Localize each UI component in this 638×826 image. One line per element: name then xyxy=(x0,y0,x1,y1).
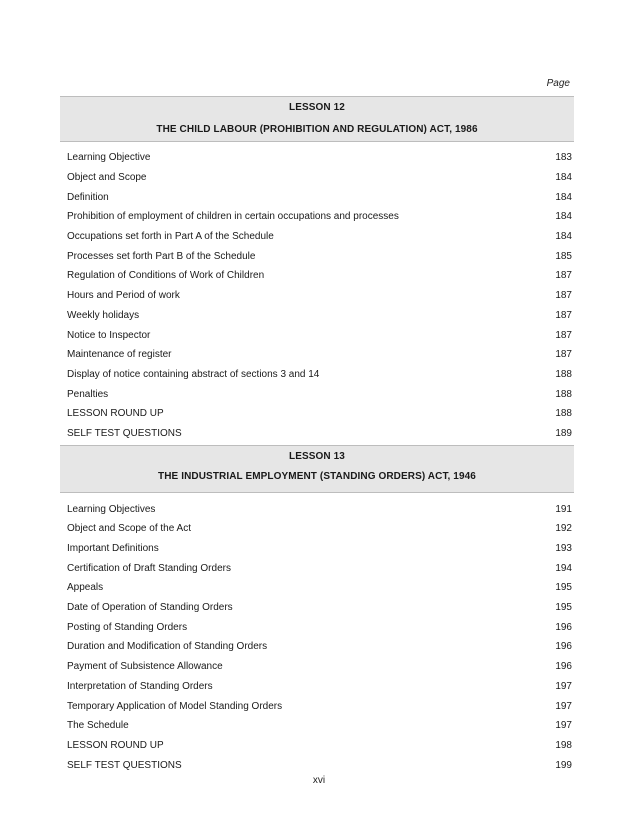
toc-entry[interactable] xyxy=(60,384,574,404)
toc-entry-page-number: 184 xyxy=(555,191,572,203)
toc-entry-title: Learning Objectives xyxy=(67,503,156,515)
toc-entry-title: Weekly holidays xyxy=(67,309,140,321)
toc-entry-page-number: 187 xyxy=(555,349,572,361)
toc-entry-title: Appeals xyxy=(67,582,104,594)
toc-entry-title: Definition xyxy=(67,191,109,203)
footer-page-number: xvi xyxy=(312,775,326,786)
toc-entry[interactable] xyxy=(60,519,574,539)
toc-entry[interactable] xyxy=(60,148,574,168)
toc-entry-page-number: 188 xyxy=(555,408,572,420)
toc-entry-page-number: 196 xyxy=(555,641,572,653)
toc-entry-page-number: 192 xyxy=(555,523,572,535)
toc-entry-page-number: 185 xyxy=(555,250,572,262)
toc-entry-page-number: 183 xyxy=(555,152,572,164)
toc-entry-title: Display of notice containing abstract of sections 3 and 14 xyxy=(67,368,320,380)
toc-entry-page-number: 194 xyxy=(555,562,572,574)
toc-entry[interactable] xyxy=(60,424,574,444)
toc-entry-page-number: 195 xyxy=(555,582,572,594)
toc-entry[interactable] xyxy=(60,558,574,578)
toc-entry-title: Object and Scope of the Act xyxy=(67,523,191,535)
toc-entry-page-number: 187 xyxy=(555,309,572,321)
toc-entry[interactable] xyxy=(60,617,574,637)
toc-entry[interactable] xyxy=(60,736,574,756)
toc-entry-page-number: 187 xyxy=(555,270,572,282)
toc-entry-title: SELF TEST QUESTIONS xyxy=(67,427,182,439)
toc-entry-page-number: 197 xyxy=(555,680,572,692)
toc-entry[interactable] xyxy=(60,325,574,345)
lesson-13-title: THE INDUSTRIAL EMPLOYMENT (STANDING ORDERS) ACT, 1946 xyxy=(158,471,476,483)
lesson-13-header xyxy=(60,445,574,493)
toc-entry-page-number: 193 xyxy=(555,543,572,555)
toc-entry-page-number: 188 xyxy=(555,368,572,380)
toc-entry-page-number: 184 xyxy=(555,211,572,223)
toc-entry-page-number: 187 xyxy=(555,329,572,341)
toc-entry-title: Hours and Period of work xyxy=(67,290,180,302)
toc-entry-title: Important Definitions xyxy=(67,543,159,555)
toc-entry-title: Regulation of Conditions of Work of Children xyxy=(67,270,265,282)
toc-entry-page-number: 197 xyxy=(555,720,572,732)
toc-entry[interactable] xyxy=(60,539,574,559)
lesson-12-header xyxy=(60,96,574,142)
page-column-label: Page xyxy=(546,78,570,89)
lesson-13-number: LESSON 13 xyxy=(289,451,345,463)
toc-entry[interactable] xyxy=(60,207,574,227)
toc-entry-title: Payment of Subsistence Allowance xyxy=(67,661,223,673)
toc-entry-page-number: 187 xyxy=(555,290,572,302)
toc-entry-page-number: 198 xyxy=(555,739,572,751)
toc-entry-title: Interpretation of Standing Orders xyxy=(67,680,213,692)
toc-entry[interactable] xyxy=(60,286,574,306)
toc-entry-page-number: 196 xyxy=(555,661,572,673)
toc-entry-title: Occupations set forth in Part A of the Schedule xyxy=(67,231,274,243)
toc-entry-title: Date of Operation of Standing Orders xyxy=(67,602,233,614)
toc-entry[interactable] xyxy=(60,598,574,618)
lesson-13-entries xyxy=(60,499,574,775)
toc-entry[interactable] xyxy=(60,404,574,424)
toc-entry[interactable] xyxy=(60,187,574,207)
toc-entry-page-number: 191 xyxy=(555,503,572,515)
lesson-12-number: LESSON 12 xyxy=(289,102,345,113)
toc-entry-page-number: 184 xyxy=(555,231,572,243)
toc-entry-title: Duration and Modification of Standing Orders xyxy=(67,641,268,653)
toc-entry-title: Certification of Draft Standing Orders xyxy=(67,562,231,574)
toc-entry[interactable] xyxy=(60,168,574,188)
toc-entry-title: Maintenance of register xyxy=(67,349,172,361)
lesson-12-entries xyxy=(60,148,574,443)
toc-entry-page-number: 184 xyxy=(555,172,572,184)
toc-entry[interactable] xyxy=(60,266,574,286)
toc-entry-title: Posting of Standing Orders xyxy=(67,621,188,633)
toc-entry[interactable] xyxy=(60,716,574,736)
toc-entry-page-number: 197 xyxy=(555,700,572,712)
toc-entry-title: Notice to Inspector xyxy=(67,329,151,341)
toc-entry-page-number: 199 xyxy=(555,759,572,771)
toc-entry[interactable] xyxy=(60,345,574,365)
toc-entry-title: Processes set forth Part B of the Schedule xyxy=(67,250,256,262)
toc-entry-title: The Schedule xyxy=(67,720,129,732)
toc-entry[interactable] xyxy=(60,246,574,266)
toc-entry-title: LESSON ROUND UP xyxy=(67,739,164,751)
lesson-12-title: THE CHILD LABOUR (PROHIBITION AND REGULATION) ACT, 1986 xyxy=(156,124,478,135)
toc-entry[interactable] xyxy=(60,677,574,697)
toc-entry[interactable] xyxy=(60,755,574,775)
toc-entry[interactable] xyxy=(60,696,574,716)
toc-entry[interactable] xyxy=(60,365,574,385)
toc-entry-page-number: 195 xyxy=(555,602,572,614)
toc-entry-page-number: 188 xyxy=(555,388,572,400)
toc-entry-title: SELF TEST QUESTIONS xyxy=(67,759,182,771)
toc-entry-title: Penalties xyxy=(67,388,109,400)
toc-entry[interactable] xyxy=(60,499,574,519)
toc-entry-page-number: 196 xyxy=(555,621,572,633)
toc-entry-title: LESSON ROUND UP xyxy=(67,408,164,420)
toc-entry-title: Object and Scope xyxy=(67,172,147,184)
toc-entry[interactable] xyxy=(60,657,574,677)
toc-entry[interactable] xyxy=(60,227,574,247)
toc-entry[interactable] xyxy=(60,578,574,598)
toc-entry-page-number: 189 xyxy=(555,427,572,439)
toc-entry-title: Prohibition of employment of children in certain occupations and processes xyxy=(67,211,399,223)
table-of-contents xyxy=(60,96,574,775)
toc-entry[interactable] xyxy=(60,637,574,657)
toc-entry-title: Temporary Application of Model Standing Orders xyxy=(67,700,283,712)
toc-entry[interactable] xyxy=(60,306,574,326)
toc-entry-title: Learning Objective xyxy=(67,152,151,164)
